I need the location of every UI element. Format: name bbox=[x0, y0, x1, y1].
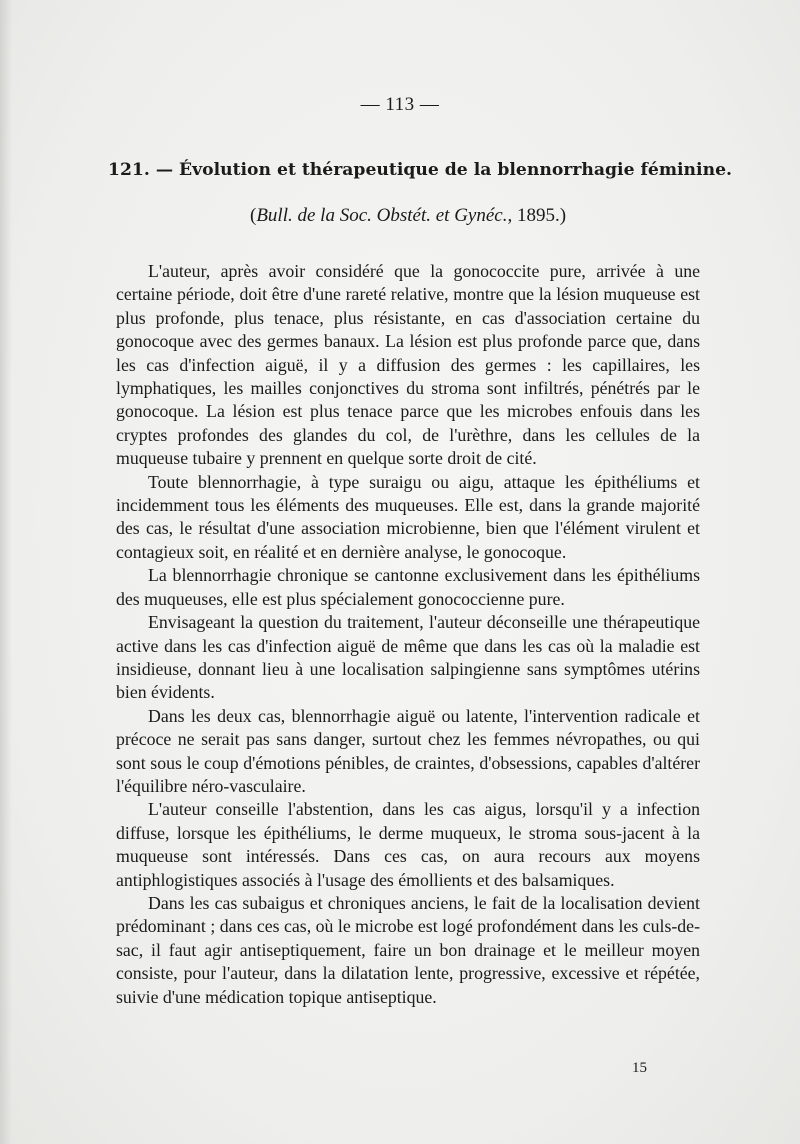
page-number: — 113 — bbox=[360, 94, 440, 115]
article-body bbox=[116, 260, 700, 1009]
citation-year: , 1895. bbox=[507, 205, 560, 226]
citation-journal: Bull. de la Soc. Obstét. et Gynéc. bbox=[256, 205, 508, 226]
article-title: 121. — Évolution et thérapeutique de la blennorrhagie féminine. bbox=[108, 160, 732, 180]
paragraph-7: Dans les cas subaigus et chroniques anciens, le fait de la localisation devient prédominant ; dans ces cas, où le microbe est logé profondément dans les culs-de-sac, il faut agir antiseptiquement, faire un bon drainage et le meilleur moyen consiste, pour l'auteur, dans la dilatation lente, progressive, excessive et répétée, suivie d'une médication topique antiseptique. bbox=[116, 892, 700, 1007]
paragraph-5: Dans les deux cas, blennorrhagie aiguë ou latente, l'intervention radicale et précoce ne serait pas sans danger, surtout chez les femmes névropathes, ou qui sont sous le coup d'émotions pénibles, de craintes, d'obsessions, capables d'altérer l'équilibre néro-vasculaire. bbox=[116, 705, 700, 796]
article-citation: (Bull. de la Soc. Obstét. et Gynéc., 1895.) bbox=[250, 205, 567, 226]
page-edge-shadow bbox=[0, 0, 12, 1144]
paragraph-4: Envisageant la question du traitement, l'auteur déconseille une thérapeutique active dans les cas d'infection aiguë de même que dans les cas où la maladie est insidieuse, donnant lieu à une localisation salpingienne sans symptômes utérins bien évidents. bbox=[116, 612, 700, 703]
paragraph-1: L'auteur, après avoir considéré que la gonococcite pure, arrivée à une certaine période, doit être d'une rareté relative, montre que la lésion muqueuse est plus profonde, plus tenace, plus résistante, en cas d'association certaine du gonocoque avec des germes banaux. La lésion est plus profonde parce que, dans les cas d'infection aiguë, il y a diffusion des germes : les capillaires, les lymphatiques, les mailles conjonctives du stroma sont infiltrés, pénétrés par le gonocoque. La lésion est plus tenace parce que les microbes enfouis dans les cryptes profondes des glandes du col, de l'urèthre, dans les cellules de la muqueuse tubaire y prennent en quelque sorte droit de cité. bbox=[116, 261, 700, 469]
signature-mark: 15 bbox=[632, 1060, 647, 1076]
paragraph-2: Toute blennorrhagie, à type suraigu ou aigu, attaque les épithéliums et incidemment tous les éléments des muqueuses. Elle est, dans la grande majorité des cas, le résultat d'une association microbienne, bien que l'élément virulent et contagieux soit, en réalité et en dernière analyse, le gonocoque. bbox=[116, 471, 700, 562]
paragraph-3: La blennorrhagie chronique se cantonne exclusivement dans les épithéliums des muqueuses, elle est plus spécialement gonococcienne pure. bbox=[116, 565, 700, 609]
paragraph-6: L'auteur conseille l'abstention, dans les cas aigus, lorsqu'il y a infection diffuse, lorsque les épithéliums, le derme muqueux, le stroma sous-jacent à la muqueuse sont intéressés. Dans ces cas, on aura recours aux moyens antiphlogistiques associés à l'usage des émollients et des balsamiques. bbox=[116, 799, 700, 890]
